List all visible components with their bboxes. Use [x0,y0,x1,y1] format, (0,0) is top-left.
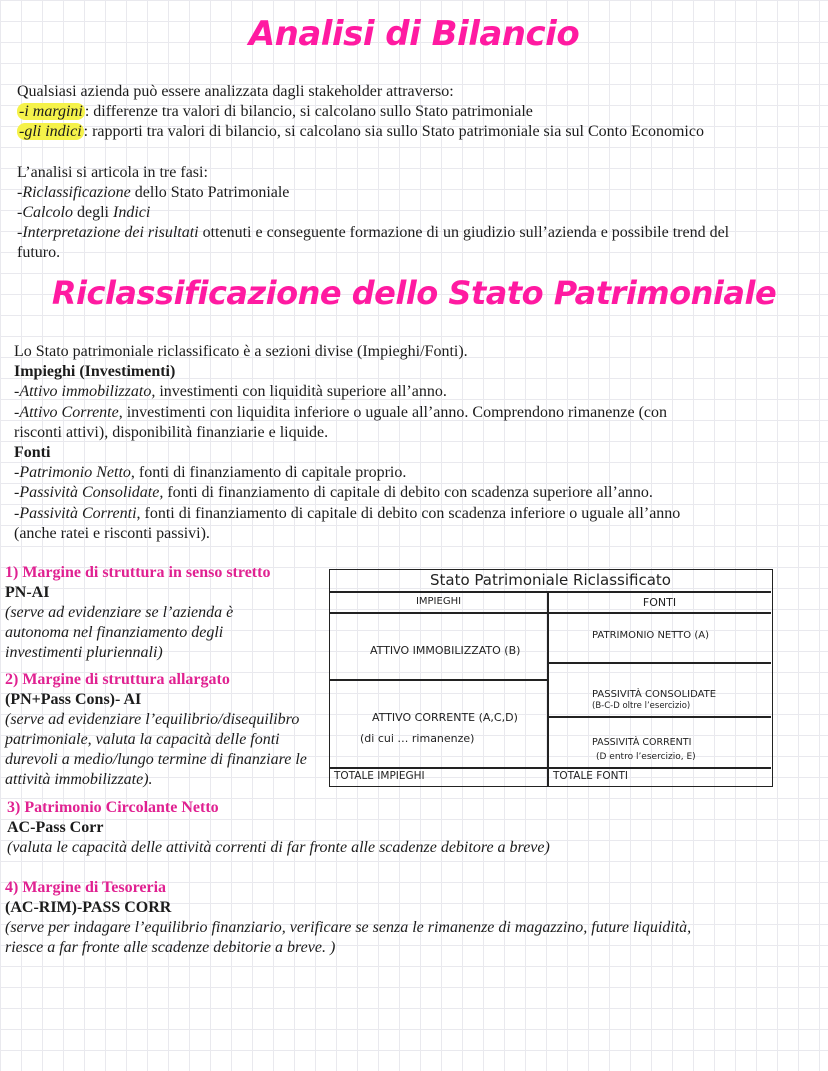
ricl-intro: Lo Stato patrimoniale riclassificato è a sezioni divise (Impieghi/Fonti). [14,343,468,360]
ai-line: -Attivo immobilizzato, investimenti con liquidità superiore all’anno. [14,383,447,401]
fonti-header: FONTI [642,596,677,609]
margin-formula: (AC-RIM)-PASS CORR [5,899,172,916]
margin-desc: autonoma nel finanziamento degli [5,624,224,641]
margin-2 [5,670,307,790]
ac-cont: risconti attivi), disponibilità finanziarie e liquide. [14,423,329,441]
margin-3 [7,798,550,858]
pcorr-cont: (anche ratei e risconti passivi). [14,524,210,542]
passivita-consolidate-cell: PASSIVITÀ CONSOLIDATE [592,689,717,700]
margin-desc: patrimoniale, valuta la capacità delle fonti [5,731,280,748]
margin-desc: (valuta le capacità delle attività correnti di far fronte alle scadenze debitore a breve) [7,839,550,856]
section-title: Riclassificazione dello Stato Patrimoniale [51,274,777,312]
passivita-consolidate-note: (B-C-D oltre l’esercizio) [592,701,691,711]
attivo-corrente-cell: ATTIVO CORRENTE (A,C,D) [372,711,518,724]
margin-title: 3) Patrimonio Circolante Netto [7,799,219,816]
totale-fonti: TOTALE FONTI [553,770,628,782]
margin-desc: durevoli a medio/lungo termine di finanziare le [5,751,307,768]
margin-formula: PN-AI [5,584,50,601]
margin-desc: investimenti pluriennali) [5,644,163,661]
ricl-block [14,342,680,544]
intro-line: Qualsiasi azienda può essere analizzata dagli stakeholder attraverso: [17,83,454,100]
balance-sheet-table [329,569,773,787]
margin-title: 4) Margine di Tesoreria [5,879,167,896]
table-title: Stato Patrimoniale Riclassificato [430,571,671,589]
indici-term: -gli indici [19,123,82,141]
attivo-corrente-note: (di cui … rimanenze) [360,732,475,745]
passivita-correnti-cell: PASSIVITÀ CORRENTI [592,737,692,748]
ac-line: -Attivo Corrente, investimenti con liquidita inferiore o uguale all’anno. Comprendono rimanenze (con [14,403,667,421]
margin-formula: AC-Pass Corr [7,819,104,836]
fase-2: -Calcolo degli Indici [17,204,151,222]
totale-impieghi: TOTALE IMPIEGHI [334,770,425,782]
margin-desc: (serve ad evidenziare se l’azienda è [5,604,234,621]
intro-block [17,82,729,264]
fase-3: -Interpretazione dei risultati ottenuti e conseguente formazione di un giudizio sull’azienda e possibile trend del [17,224,730,242]
passivita-correnti-note: (D entro l’esercizio, E) [596,752,696,762]
impieghi-header: IMPIEGHI [415,596,462,607]
fase-3-cont: futuro. [17,244,61,262]
margin-4 [5,878,691,958]
margin-1 [5,563,270,663]
patrimonio-netto-cell: PATRIMONIO NETTO (A) [592,630,709,641]
margin-desc: (serve per indagare l’equilibrio finanziario, verificare se senza le rimanenze di magazzino, future liquidità, [5,919,692,936]
margini-term: -i margini [19,103,83,121]
margini-line: -i margini : differenze tra valori di bilancio, si calcolano sullo Stato patrimoniale [19,103,533,121]
margin-title: 2) Margine di struttura allargato [5,671,230,688]
margin-desc: attività immobilizzate). [5,771,153,788]
attivo-immobilizzato-cell: ATTIVO IMMOBILIZZATO (B) [370,644,521,657]
pn-line: -Patrimonio Netto, fonti di finanziamento di capitale proprio. [14,464,407,482]
margin-desc: (serve ad evidenziare l’equilibrio/disequilibro [5,711,300,728]
fonti-heading: Fonti [14,444,51,462]
margin-formula: (PN+Pass Cons)- AI [5,691,142,708]
impieghi-heading: Impieghi (Investimenti) [14,363,176,381]
fasi-intro: L’analisi si articola in tre fasi: [17,163,208,181]
margin-title: 1) Margine di struttura in senso stretto [5,564,271,581]
page-title: Analisi di Bilancio [248,14,580,54]
fase-1: -Riclassificazione dello Stato Patrimoniale [17,183,290,201]
indici-line: -gli indici : rapporti tra valori di bilancio, si calcolano sia sullo Stato patrimoniale sia sul Conto Economico [19,123,704,141]
pcorr-line: -Passività Correnti, fonti di finanziamento di capitale di debito con scadenza inferiore o uguale all’anno [14,504,681,522]
pc-line: -Passività Consolidate, fonti di finanziamento di capitale di debito con scadenza superiore all’anno. [14,484,653,502]
margin-desc: riesce a far fronte alle scadenze debitorie a breve. ) [5,939,336,956]
